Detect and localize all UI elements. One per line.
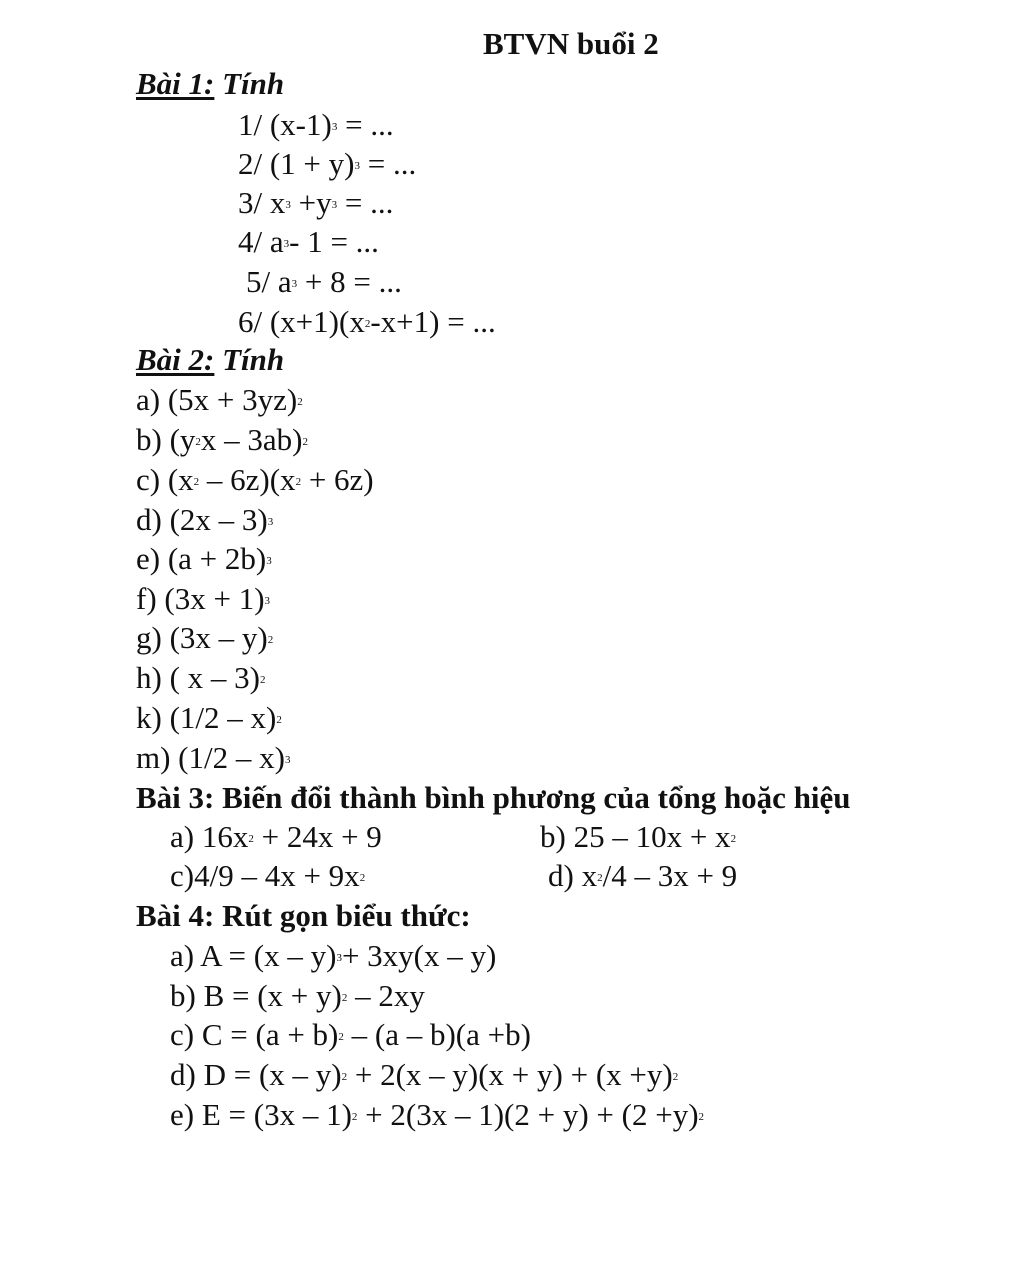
bai2-item-e — [136, 541, 272, 577]
bai1-item-3 — [238, 185, 393, 221]
bai2-item-f — [136, 581, 270, 617]
expr-text: = ... — [337, 107, 394, 142]
expr-text: c)4/9 – 4x + 9x — [170, 858, 360, 893]
expr-text: 5/ a — [246, 264, 292, 299]
bai2-heading — [136, 342, 284, 378]
expr-text: 6/ (x+1)(x — [238, 304, 365, 339]
bai1-item-1 — [238, 107, 394, 143]
bai2-item-k — [136, 700, 282, 736]
expr-text: b) B = (x + y) — [170, 978, 342, 1013]
bai2-item-h — [136, 660, 265, 696]
expr-text: b) 25 – 10x + x — [540, 819, 731, 854]
bai2-item-g — [136, 620, 273, 656]
bai1-heading-rest: Tính — [214, 66, 285, 101]
expr-text: + 6z) — [301, 462, 374, 497]
expr-text: + 24x + 9 — [253, 819, 382, 854]
expr-text: c) C = (a + b) — [170, 1017, 339, 1052]
bai2-item-b — [136, 422, 308, 458]
expr-text: - 1 = ... — [289, 224, 379, 259]
bai4-item-b — [170, 978, 425, 1014]
exponent: 2 — [359, 872, 366, 884]
exponent: 2 — [259, 674, 266, 686]
exponent: 3 — [266, 555, 272, 567]
bai2-heading-rest: Tính — [214, 342, 285, 377]
bai2-item-c — [136, 462, 374, 498]
exponent: 3 — [284, 754, 291, 766]
bai4-item-d — [170, 1057, 678, 1093]
expr-text: e) E = (3x – 1) — [170, 1097, 352, 1132]
bai2-item-d — [136, 502, 273, 538]
expr-text: – (a – b)(a +b) — [343, 1017, 531, 1052]
expr-text: m) (1/2 – x) — [136, 740, 285, 775]
expr-text: – 6z)(x — [199, 462, 296, 497]
bai3-item-a — [170, 819, 382, 855]
exponent: 2 — [302, 436, 308, 448]
expr-text: c) (x — [136, 462, 194, 497]
exponent: 3 — [267, 516, 274, 528]
bai4-heading: Bài 4: Rút gọn biểu thức: — [136, 898, 471, 933]
expr-text: + 2(x – y)(x + y) + (x +y) — [347, 1057, 673, 1092]
exponent: 2 — [195, 436, 201, 448]
exponent: 2 — [364, 318, 371, 330]
expr-text: + 2(3x – 1)(2 + y) + (2 +y) — [357, 1097, 699, 1132]
bai4-item-c — [170, 1017, 531, 1053]
expr-text: g) (3x – y) — [136, 620, 268, 655]
exponent: 3 — [264, 595, 271, 607]
expr-text: +y — [290, 185, 332, 220]
expr-text: e) (a + 2b) — [136, 541, 267, 576]
bai2-item-m — [136, 740, 290, 776]
expr-text: -x+1) = ... — [370, 304, 496, 339]
expr-text: d) x — [548, 858, 598, 893]
bai1-item-2 — [238, 146, 416, 182]
exponent: 3 — [331, 199, 338, 211]
expr-text: + 3xy(x – y) — [341, 938, 497, 973]
bai1-item-6 — [238, 304, 496, 340]
expr-text: 4/ a — [238, 224, 284, 259]
exponent: 2 — [297, 396, 303, 408]
exponent: 2 — [267, 634, 274, 646]
bai4-item-a — [170, 938, 496, 974]
expr-text: + 8 = ... — [297, 264, 402, 299]
bai1-item-5 — [246, 264, 402, 300]
expr-text: = ... — [360, 146, 417, 181]
exponent: 2 — [338, 1031, 344, 1043]
expr-text: d) D = (x – y) — [170, 1057, 342, 1092]
bai3-item-c — [170, 858, 365, 894]
expr-text: d) (2x – 3) — [136, 502, 268, 537]
bai2-item-a — [136, 382, 303, 418]
exponent: 2 — [672, 1071, 679, 1083]
exponent: 3 — [283, 238, 290, 250]
expr-text: a) (5x + 3yz) — [136, 382, 298, 417]
exponent: 2 — [341, 992, 348, 1004]
exponent: 2 — [276, 714, 282, 726]
bai3-item-b — [540, 819, 736, 855]
bai3-item-d — [548, 858, 737, 894]
bai3-heading: Bài 3: Biến đổi thành bình phương của tổng hoặc hiệu — [136, 780, 851, 815]
bai1-heading — [136, 66, 284, 102]
expr-text: b) (y — [136, 422, 196, 457]
bai1-heading-label: Bài 1: — [136, 66, 215, 101]
exponent: 2 — [597, 872, 603, 884]
exponent: 3 — [285, 199, 291, 211]
exponent: 2 — [248, 833, 254, 845]
expr-text: /4 – 3x + 9 — [602, 858, 738, 893]
exponent: 3 — [354, 160, 360, 172]
expr-text: a) 16x — [170, 819, 249, 854]
expr-text: f) (3x + 1) — [136, 581, 265, 616]
bai2-heading-label: Bài 2: — [136, 342, 215, 377]
exponent: 2 — [295, 476, 302, 488]
exponent: 3 — [291, 278, 298, 290]
expr-text: a) A = (x – y) — [170, 938, 337, 973]
page-title: BTVN buổi 2 — [483, 26, 659, 61]
exponent: 2 — [698, 1111, 705, 1123]
expr-text: = ... — [337, 185, 394, 220]
exponent: 2 — [341, 1071, 348, 1083]
expr-text: – 2xy — [347, 978, 425, 1013]
bai1-item-4 — [238, 224, 379, 260]
exponent: 2 — [730, 833, 737, 845]
expr-text: 3/ x — [238, 185, 286, 220]
exponent: 2 — [193, 476, 200, 488]
expr-text: x – 3ab) — [200, 422, 303, 457]
expr-text: h) ( x – 3) — [136, 660, 260, 695]
bai4-item-e — [170, 1097, 704, 1133]
expr-text: 2/ (1 + y) — [238, 146, 355, 181]
exponent: 3 — [336, 952, 342, 964]
exponent: 2 — [351, 1111, 358, 1123]
exponent: 3 — [331, 121, 338, 133]
expr-text: k) (1/2 – x) — [136, 700, 277, 735]
expr-text: 1/ (x-1) — [238, 107, 332, 142]
